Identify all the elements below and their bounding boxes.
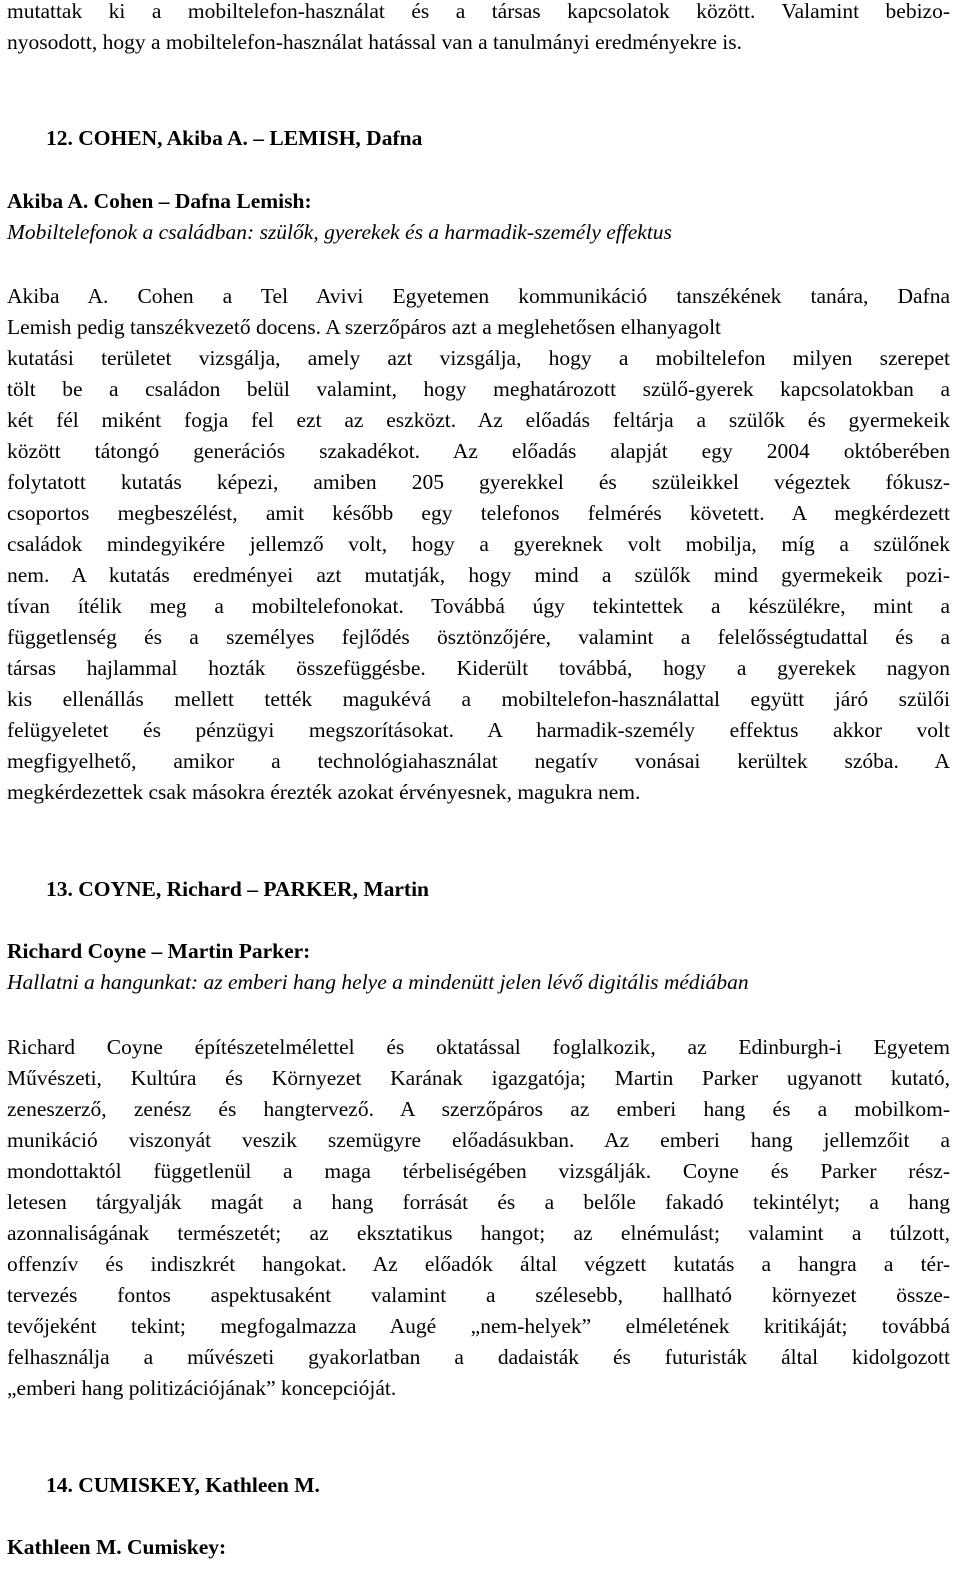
body-line: függetlenség és a személyes fejlődés ösztönzőjére, valamint a felelősségtudattal és a	[7, 625, 950, 649]
entry-title: Hallatni a hangunkat: az emberi hang helye a mindenütt jelen lévő digitális médiában	[7, 970, 749, 994]
body-line: nem. A kutatás eredményei azt mutatják, hogy mind a szülők mind gyermekeik pozi-	[7, 563, 950, 587]
entry-title: Mobiltelefonok a családban: szülők, gyerekek és a harmadik-személy effektus	[7, 220, 672, 244]
body-line: megkérdezettek csak másokra érezték azokat érvényesnek, magukra nem.	[7, 780, 641, 804]
body-line: kis ellenállás mellett tették magukévá a mobiltelefon-használattal együtt járó szülői	[7, 687, 950, 711]
body-line: mondottaktól függetlenül a maga térbeliségében vizsgálják. Coyne és Parker rész-	[7, 1159, 950, 1183]
body-line: társas hajlammal hozták összefüggésbe. Kiderült továbbá, hogy a gyerekek nagyon	[7, 656, 950, 680]
entry-authors: Richard Coyne – Martin Parker:	[7, 939, 311, 963]
body-line: felhasználja a művészeti gyakorlatban a dadaisták és futuristák által kidolgozott	[7, 1345, 950, 1369]
body-line: zeneszerző, zenész és hangtervező. A szerzőpáros az emberi hang és a mobilkom-	[7, 1097, 950, 1121]
entry-heading: 13. COYNE, Richard – PARKER, Martin	[46, 877, 430, 901]
body-line: tölt be a családon belül valamint, hogy meghatározott szülő-gyerek kapcsolatokban a	[7, 377, 950, 401]
body-line: tevőjeként tekint; megfogalmazza Augé „nem-helyek” elméletének kritikáját; továbbá	[7, 1314, 950, 1338]
entry-authors: Kathleen M. Cumiskey:	[7, 1535, 227, 1559]
body-line: két fél miként fogja fel ezt az eszközt. Az előadás feltárja a szülők és gyermekeik	[7, 408, 950, 432]
body-line: között tátongó generációs szakadékot. Az előadás alapját egy 2004 októberében	[7, 439, 950, 463]
body-line: offenzív és indiszkrét hangokat. Az előadók által végzett kutatás a hangra a tér-	[7, 1252, 950, 1276]
body-line: családok mindegyikére jellemző volt, hogy a gyereknek volt mobilja, míg a szülőnek	[7, 532, 950, 556]
body-line: tervezés fontos aspektusaként valamint a szélesebb, hallható környezet össze-	[7, 1283, 950, 1307]
body-line: „emberi hang politizációjának” koncepcióját.	[7, 1376, 397, 1400]
body-line: tívan ítélik meg a mobiltelefonokat. Továbbá úgy tekintettek a készülékre, mint a	[7, 594, 950, 618]
entry-heading: 12. COHEN, Akiba A. – LEMISH, Dafna	[46, 126, 423, 150]
body-line: Művészeti, Kultúra és Környezet Karának igazgatója; Martin Parker ugyanott kutató,	[7, 1066, 950, 1090]
body-line: megfigyelhető, amikor a technológiahasználat negatív vonásai kerültek szóba. A	[7, 749, 950, 773]
intro-line: nyosodott, hogy a mobiltelefon-használat hatással van a tanulmányi eredményekre is.	[7, 30, 742, 54]
body-line: folytatott kutatás képezi, amiben 205 gyerekkel és szüleikkel végeztek fókusz-	[7, 470, 950, 494]
body-line: Akiba A. Cohen a Tel Avivi Egyetemen kommunikáció tanszékének tanára, Dafna	[7, 284, 950, 308]
body-line: Richard Coyne építészetelmélettel és oktatással foglalkozik, az Edinburgh-i Egyetem	[7, 1035, 950, 1059]
body-line: Lemish pedig tanszékvezető docens. A szerzőpáros azt a meglehetősen elhanyagolt	[7, 315, 722, 339]
body-line: kutatási területet vizsgálja, amely azt vizsgálja, hogy a mobiltelefon milyen szerepet	[7, 346, 950, 370]
body-line: csoportos megbeszélést, amit később egy telefonos felmérés követett. A megkérdezett	[7, 501, 950, 525]
body-line: letesen tárgyalják magát a hang forrását és a belőle fakadó tekintélyt; a hang	[7, 1190, 950, 1214]
entry-heading: 14. CUMISKEY, Kathleen M.	[46, 1473, 320, 1497]
body-line: felügyeletet és pénzügyi megszorításokat. A harmadik-személy effektus akkor volt	[7, 718, 950, 742]
intro-line: mutattak ki a mobiltelefon-használat és a társas kapcsolatok között. Valamint bebizo-	[7, 0, 950, 23]
body-line: munikáció viszonyát veszik szemügyre előadásukban. Az emberi hang jellemzőit a	[7, 1128, 950, 1152]
body-line: azonnaliságának természetét; az eksztatikus hangot; az elnémulást; valamint a túlzott,	[7, 1221, 950, 1245]
entry-authors: Akiba A. Cohen – Dafna Lemish:	[7, 189, 312, 213]
